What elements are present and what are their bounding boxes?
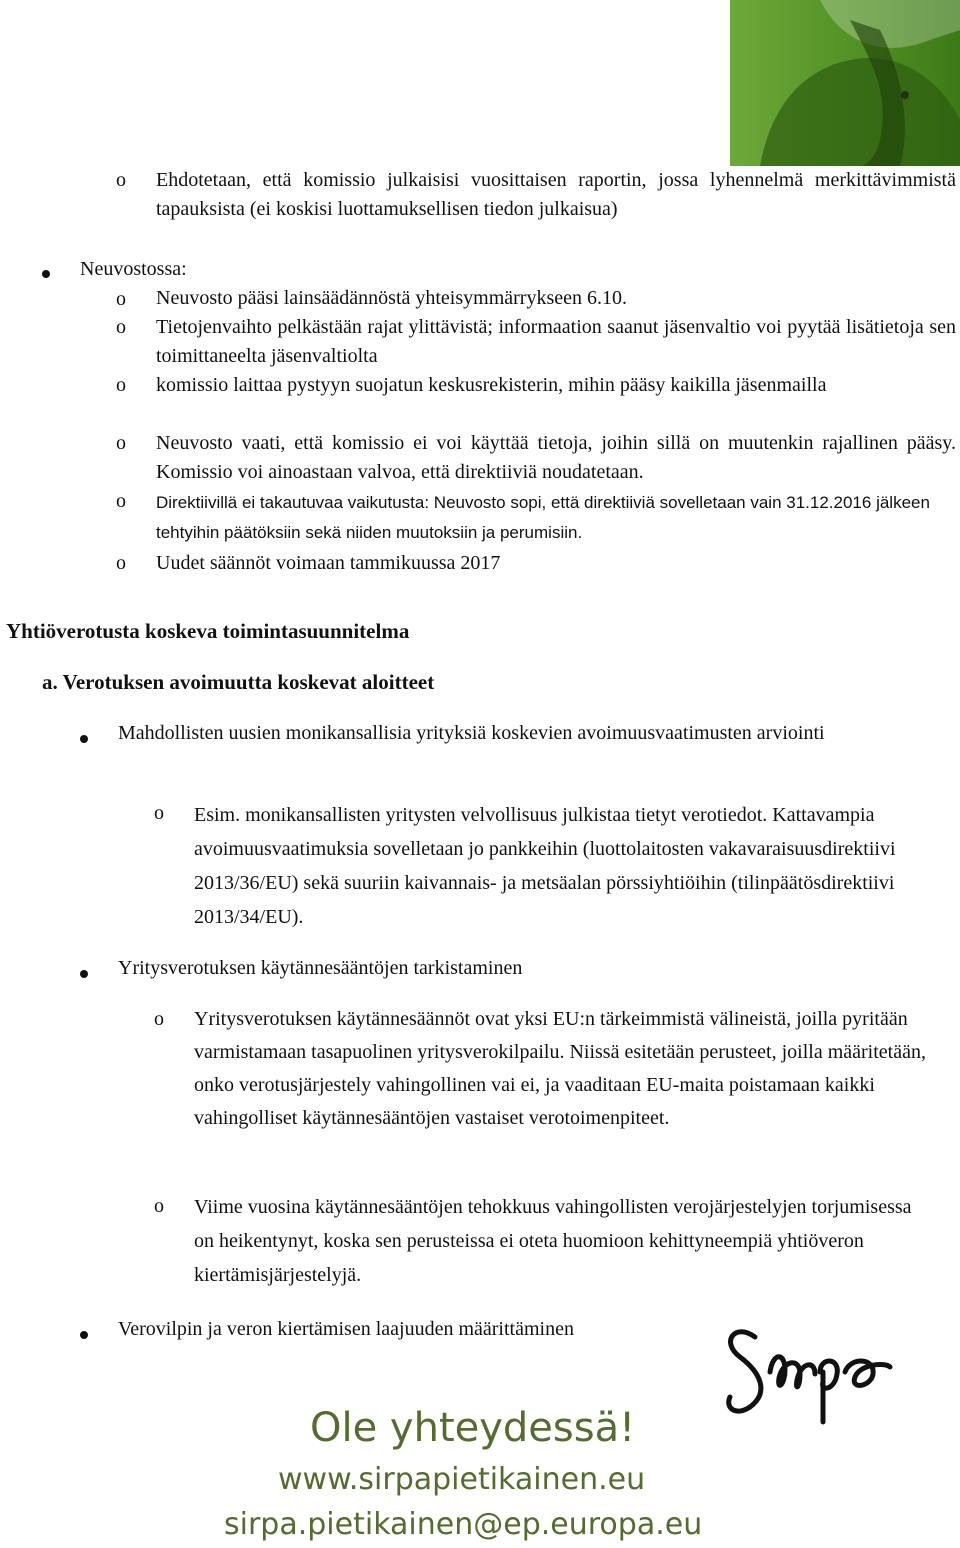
list-marker: o: [116, 169, 126, 191]
list-item: Direktiivillä ei takautuvaa vaikutusta: Neuvosto sopi, että direktiiviä sovelletaan vain 31.12.2016 jälkeen tehtyihin päätöksiin sekä niiden muutoksiin ja perumisiin.: [156, 493, 930, 542]
list-item: Yritysverotuksen käytännesäännöt ovat yksi EU:n tärkeimmistä välineistä, joilla pyritään varmistamaan tasapuolinen yritysverokilpailu. Niissä esitetään perusteet, joilla määritetään, onko verotusjärjestely vahingollinen vai ei, ja vaaditaan EU-maita poistamaan kaikki vahingolliset käytännesääntöjen vastaiset verotoimenpiteet.: [194, 1008, 926, 1129]
list-item: Esim. monikansallisten yritysten velvollisuus julkistaa tietyt verotiedot. Kattavampia avoimuusvaatimuksia sovelletaan jo pankkeihin (luottolaitosten vakavaraisuusdirektiivi 2013/36/EU) sekä suuriin kaivannais- ja metsäalan pörssiyhtiöihin (tilinpäätösdirektiivi 2013/34/EU).: [194, 804, 896, 928]
list-marker: o: [116, 374, 126, 396]
council-label: Neuvostossa:: [80, 258, 187, 280]
list-item: Ehdotetaan, että komissio julkaisisi vuosittaisen raportin, jossa lyhennelmä merkittävimmistä tapauksista (ei koskisi luottamuksellisen tiedon julkaisua): [156, 169, 956, 220]
signature: [715, 1312, 900, 1427]
portrait-illustration: [730, 0, 960, 166]
footer-email-link[interactable]: sirpa.pietikainen@ep.europa.eu: [224, 1507, 703, 1542]
list-marker: o: [116, 552, 126, 574]
list-item: Tietojenvaihto pelkästään rajat ylittävistä; informaation saanut jäsenvaltio voi pyytää lisätietoja sen toimittaneelta jäsenvaltiolta: [156, 316, 956, 367]
banner-photo: [730, 0, 960, 166]
list-marker: o: [116, 288, 126, 310]
list-item: Mahdollisten uusien monikansallisia yrityksiä koskevien avoimuusvaatimusten arviointi: [118, 722, 825, 744]
bullet-marker: [80, 730, 88, 748]
list-marker: o: [154, 1008, 164, 1030]
footer-website-link[interactable]: www.sirpapietikainen.eu: [278, 1462, 646, 1497]
header-banner: [0, 0, 960, 166]
list-marker: o: [116, 432, 126, 454]
list-item: Neuvosto pääsi lainsäädännöstä yhteisymmärrykseen 6.10.: [156, 287, 627, 309]
list-item: Verovilpin ja veron kiertämisen laajuuden määrittäminen: [118, 1318, 574, 1340]
list-marker: o: [154, 1195, 164, 1217]
list-item: Uudet säännöt voimaan tammikuussa 2017: [156, 552, 501, 574]
list-marker: o: [116, 490, 126, 512]
subsection-title: a. Verotuksen avoimuutta koskevat aloitteet: [42, 670, 435, 694]
list-item: Viime vuosina käytännesääntöjen tehokkuus vahingollisten verojärjestelyjen torjumisessa on heikentynyt, koska sen perusteissa ei oteta huomioon kehittyneempiä yhtiöveron kiertämisjärjestelyjä.: [194, 1196, 912, 1286]
footer-title: Ole yhteydessä!: [310, 1405, 636, 1451]
list-item: Neuvosto vaati, että komissio ei voi käyttää tietoja, joihin sillä on muutenkin rajallinen pääsy. Komissio voi ainoastaan valvoa, että direktiiviä noudatetaan.: [156, 432, 956, 483]
list-item: komissio laittaa pystyyn suojatun keskusrekisterin, mihin pääsy kaikilla jäsenmailla: [156, 374, 827, 396]
section-title: Yhtiöverotusta koskeva toimintasuunnitelma: [6, 619, 410, 643]
list-marker: o: [154, 802, 164, 824]
list-item: Yritysverotuksen käytännesääntöjen tarkistaminen: [118, 957, 523, 979]
bullet-marker: [42, 265, 50, 283]
bullet-marker: [80, 965, 88, 983]
list-marker: o: [116, 316, 126, 338]
bullet-marker: [80, 1326, 88, 1344]
